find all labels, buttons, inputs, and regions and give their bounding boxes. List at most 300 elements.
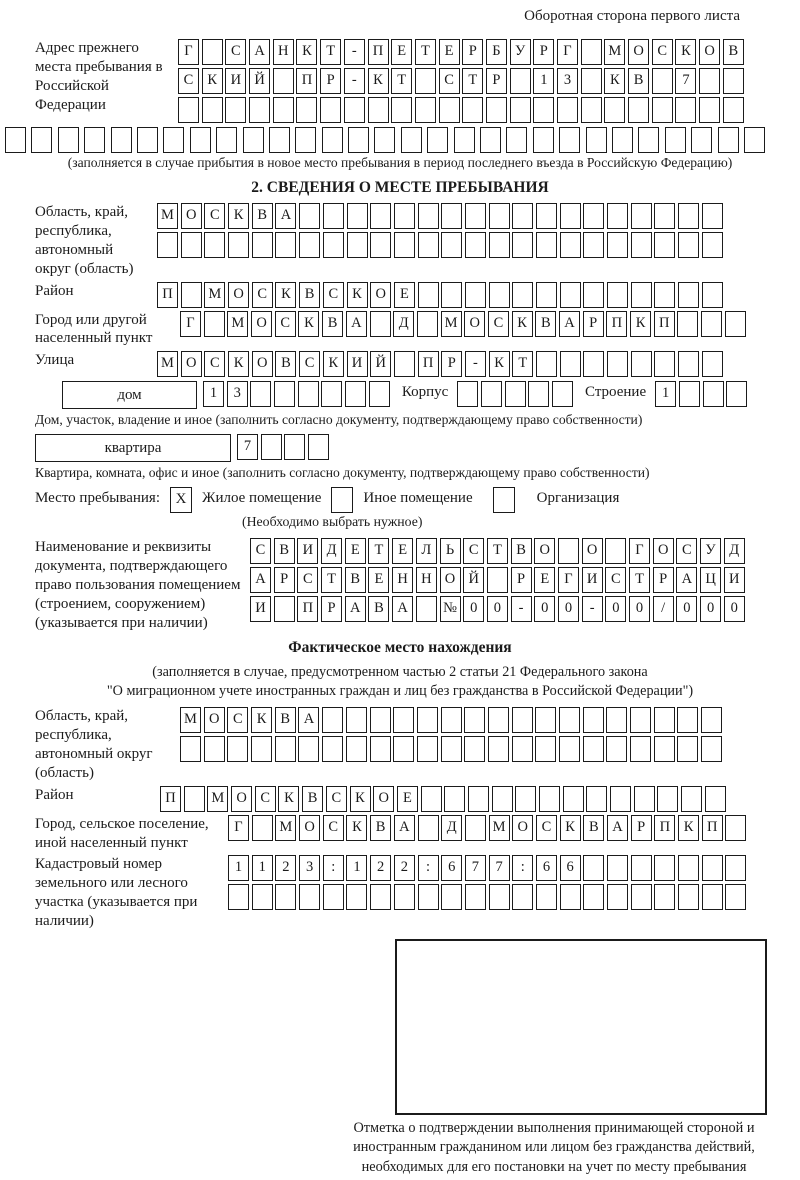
char-box[interactable] (654, 884, 675, 910)
char-box[interactable] (583, 736, 604, 762)
char-box[interactable]: С (225, 39, 246, 65)
char-box[interactable]: А (394, 815, 415, 841)
char-box[interactable]: С (463, 538, 484, 564)
char-box[interactable] (536, 351, 557, 377)
char-box[interactable]: Т (415, 39, 436, 65)
char-box[interactable]: С (250, 538, 271, 564)
char-box[interactable] (488, 707, 509, 733)
char-box[interactable]: Е (397, 786, 418, 812)
char-box[interactable]: П (157, 282, 178, 308)
char-box[interactable] (225, 97, 246, 123)
char-box[interactable]: Т (487, 538, 508, 564)
char-box[interactable]: Е (534, 567, 555, 593)
char-box[interactable] (346, 707, 367, 733)
char-box[interactable] (725, 884, 746, 910)
char-box[interactable]: А (345, 596, 366, 622)
char-box[interactable]: М (275, 815, 296, 841)
char-box[interactable]: П (418, 351, 439, 377)
char-box[interactable]: И (724, 567, 745, 593)
char-box[interactable] (181, 282, 202, 308)
char-box[interactable] (468, 786, 489, 812)
char-box[interactable]: В (302, 786, 323, 812)
char-box[interactable] (652, 97, 673, 123)
char-box[interactable]: - (344, 68, 365, 94)
char-box[interactable] (533, 127, 554, 153)
char-box[interactable]: К (630, 311, 651, 337)
char-box[interactable]: В (368, 596, 389, 622)
char-box[interactable] (296, 97, 317, 123)
char-box[interactable]: П (296, 68, 317, 94)
char-box[interactable]: Е (391, 39, 412, 65)
char-box[interactable]: Р (511, 567, 532, 593)
char-box[interactable] (703, 381, 724, 407)
char-box[interactable] (216, 127, 237, 153)
char-box[interactable] (190, 127, 211, 153)
char-box[interactable] (581, 68, 602, 94)
char-box[interactable] (31, 127, 52, 153)
char-box[interactable]: 2 (370, 855, 391, 881)
char-box[interactable] (157, 232, 178, 258)
char-box[interactable] (560, 232, 581, 258)
char-box[interactable] (718, 127, 739, 153)
char-box[interactable]: К (675, 39, 696, 65)
char-box[interactable] (299, 232, 320, 258)
char-box[interactable] (322, 127, 343, 153)
char-box[interactable] (505, 381, 526, 407)
char-box[interactable]: А (676, 567, 697, 593)
char-box[interactable] (261, 434, 282, 460)
char-box[interactable] (677, 311, 698, 337)
char-box[interactable]: 1 (203, 381, 224, 407)
char-box[interactable]: В (252, 203, 273, 229)
char-box[interactable] (512, 203, 533, 229)
char-box[interactable] (243, 127, 264, 153)
char-box[interactable] (581, 97, 602, 123)
char-box[interactable]: К (489, 351, 510, 377)
char-box[interactable] (705, 786, 726, 812)
char-box[interactable] (583, 232, 604, 258)
char-box[interactable] (606, 736, 627, 762)
char-box[interactable] (464, 736, 485, 762)
char-box[interactable]: К (350, 786, 371, 812)
char-box[interactable]: К (347, 282, 368, 308)
char-box[interactable] (725, 311, 746, 337)
char-box[interactable] (610, 786, 631, 812)
char-box[interactable]: Т (320, 39, 341, 65)
char-box[interactable] (678, 232, 699, 258)
char-box[interactable] (533, 97, 554, 123)
char-box[interactable]: Т (321, 567, 342, 593)
char-box[interactable] (630, 736, 651, 762)
char-box[interactable] (583, 855, 604, 881)
char-box[interactable] (489, 232, 510, 258)
char-box[interactable] (606, 707, 627, 733)
char-box[interactable] (441, 232, 462, 258)
char-box[interactable]: К (560, 815, 581, 841)
char-box[interactable]: 0 (558, 596, 579, 622)
char-box[interactable]: К (512, 311, 533, 337)
char-box[interactable]: К (202, 68, 223, 94)
char-box[interactable]: Р (653, 567, 674, 593)
char-box[interactable] (701, 707, 722, 733)
char-box[interactable] (631, 232, 652, 258)
char-box[interactable] (346, 736, 367, 762)
char-box[interactable] (512, 707, 533, 733)
char-box[interactable]: 0 (724, 596, 745, 622)
char-box[interactable] (394, 351, 415, 377)
char-box[interactable] (581, 39, 602, 65)
char-box[interactable]: Е (394, 282, 415, 308)
char-box[interactable] (58, 127, 79, 153)
char-box[interactable] (274, 596, 295, 622)
char-box[interactable]: П (654, 311, 675, 337)
char-box[interactable] (163, 127, 184, 153)
char-box[interactable]: С (536, 815, 557, 841)
char-box[interactable]: 1 (252, 855, 273, 881)
char-box[interactable]: С (439, 68, 460, 94)
char-box[interactable]: Й (249, 68, 270, 94)
char-box[interactable] (536, 282, 557, 308)
char-box[interactable] (269, 127, 290, 153)
char-box[interactable] (417, 311, 438, 337)
char-box[interactable]: : (512, 855, 533, 881)
char-box[interactable] (394, 203, 415, 229)
char-box[interactable] (298, 736, 319, 762)
char-box[interactable] (480, 127, 501, 153)
char-box[interactable] (178, 97, 199, 123)
char-box[interactable] (607, 203, 628, 229)
char-box[interactable] (5, 127, 26, 153)
char-box[interactable] (322, 736, 343, 762)
char-box[interactable]: Й (370, 351, 391, 377)
char-box[interactable] (202, 97, 223, 123)
char-box[interactable]: В (583, 815, 604, 841)
char-box[interactable]: А (250, 567, 271, 593)
char-box[interactable] (418, 884, 439, 910)
char-box[interactable] (370, 311, 391, 337)
char-box[interactable]: 0 (463, 596, 484, 622)
char-box[interactable] (418, 232, 439, 258)
char-box[interactable]: А (298, 707, 319, 733)
char-box[interactable]: Г (228, 815, 249, 841)
char-box[interactable]: О (582, 538, 603, 564)
char-box[interactable] (345, 381, 366, 407)
char-box[interactable] (607, 884, 628, 910)
char-box[interactable]: 0 (487, 596, 508, 622)
char-box[interactable] (630, 707, 651, 733)
char-box[interactable] (486, 97, 507, 123)
char-box[interactable]: Р (583, 311, 604, 337)
char-box[interactable]: К (278, 786, 299, 812)
char-box[interactable] (394, 884, 415, 910)
char-box[interactable]: Т (629, 567, 650, 593)
char-box[interactable] (348, 127, 369, 153)
char-box[interactable] (370, 884, 391, 910)
char-box[interactable]: Р (321, 596, 342, 622)
char-box[interactable] (394, 232, 415, 258)
char-box[interactable]: С (252, 282, 273, 308)
char-box[interactable]: С (297, 567, 318, 593)
char-box[interactable]: К (275, 282, 296, 308)
char-box[interactable]: Д (441, 815, 462, 841)
char-box[interactable] (512, 232, 533, 258)
char-box[interactable] (427, 127, 448, 153)
char-box[interactable]: / (653, 596, 674, 622)
char-box[interactable] (273, 68, 294, 94)
char-box[interactable]: С (255, 786, 276, 812)
char-box[interactable]: М (489, 815, 510, 841)
char-box[interactable]: И (225, 68, 246, 94)
char-box[interactable]: - (582, 596, 603, 622)
char-box[interactable] (681, 786, 702, 812)
char-box[interactable]: И (582, 567, 603, 593)
char-box[interactable] (558, 538, 579, 564)
char-box[interactable] (678, 884, 699, 910)
char-box[interactable]: В (535, 311, 556, 337)
char-box[interactable]: 0 (534, 596, 555, 622)
char-box[interactable]: К (296, 39, 317, 65)
char-box[interactable]: А (392, 596, 413, 622)
char-box[interactable] (678, 855, 699, 881)
char-box[interactable]: С (326, 786, 347, 812)
char-box[interactable]: О (228, 282, 249, 308)
char-box[interactable]: К (228, 203, 249, 229)
char-box[interactable]: У (510, 39, 531, 65)
char-box[interactable]: : (418, 855, 439, 881)
char-box[interactable] (322, 707, 343, 733)
char-box[interactable]: О (370, 282, 391, 308)
char-box[interactable] (607, 282, 628, 308)
char-box[interactable] (274, 381, 295, 407)
char-box[interactable] (586, 127, 607, 153)
char-box[interactable]: Т (368, 538, 389, 564)
char-box[interactable] (228, 232, 249, 258)
char-box[interactable] (702, 232, 723, 258)
char-box[interactable] (536, 203, 557, 229)
char-box[interactable] (137, 127, 158, 153)
char-box[interactable]: Т (391, 68, 412, 94)
char-box[interactable] (444, 786, 465, 812)
char-box[interactable]: П (654, 815, 675, 841)
char-box[interactable]: С (323, 815, 344, 841)
char-box[interactable] (612, 127, 633, 153)
char-box[interactable] (418, 203, 439, 229)
char-box[interactable] (510, 68, 531, 94)
char-box[interactable] (418, 815, 439, 841)
char-box[interactable] (560, 203, 581, 229)
char-box[interactable] (370, 232, 391, 258)
char-box[interactable]: М (207, 786, 228, 812)
char-box[interactable] (634, 786, 655, 812)
char-box[interactable] (250, 381, 271, 407)
char-box[interactable] (631, 203, 652, 229)
char-box[interactable] (465, 232, 486, 258)
char-box[interactable]: 7 (489, 855, 510, 881)
char-box[interactable] (252, 884, 273, 910)
char-box[interactable] (323, 884, 344, 910)
char-box[interactable]: 1 (346, 855, 367, 881)
char-box[interactable] (631, 884, 652, 910)
char-box[interactable]: С (204, 351, 225, 377)
char-box[interactable]: В (275, 707, 296, 733)
char-box[interactable] (374, 127, 395, 153)
char-box[interactable]: А (275, 203, 296, 229)
char-box[interactable]: Н (392, 567, 413, 593)
char-box[interactable] (393, 707, 414, 733)
char-box[interactable]: И (347, 351, 368, 377)
char-box[interactable] (638, 127, 659, 153)
char-box[interactable] (702, 351, 723, 377)
char-box[interactable] (251, 736, 272, 762)
char-box[interactable] (370, 736, 391, 762)
char-box[interactable] (675, 97, 696, 123)
char-box[interactable]: Р (462, 39, 483, 65)
char-box[interactable]: 3 (227, 381, 248, 407)
char-box[interactable]: В (275, 351, 296, 377)
char-box[interactable]: - (511, 596, 532, 622)
char-box[interactable] (441, 203, 462, 229)
char-box[interactable]: М (180, 707, 201, 733)
char-box[interactable] (678, 282, 699, 308)
char-box[interactable]: Р (274, 567, 295, 593)
char-box[interactable] (604, 97, 625, 123)
char-box[interactable] (654, 736, 675, 762)
char-box[interactable] (702, 855, 723, 881)
char-box[interactable] (344, 97, 365, 123)
char-box[interactable]: 6 (441, 855, 462, 881)
char-box[interactable] (181, 232, 202, 258)
char-box[interactable]: Н (416, 567, 437, 593)
char-box[interactable] (677, 707, 698, 733)
char-box[interactable] (299, 203, 320, 229)
char-box[interactable]: 7 (465, 855, 486, 881)
char-box[interactable]: М (441, 311, 462, 337)
char-box[interactable] (228, 884, 249, 910)
char-box[interactable]: С (676, 538, 697, 564)
char-box[interactable] (607, 232, 628, 258)
char-box[interactable]: С (227, 707, 248, 733)
char-box[interactable]: С (178, 68, 199, 94)
char-box[interactable] (528, 381, 549, 407)
char-box[interactable] (347, 232, 368, 258)
char-box[interactable]: В (511, 538, 532, 564)
char-box[interactable] (441, 884, 462, 910)
char-box[interactable]: С (299, 351, 320, 377)
char-box[interactable]: Г (629, 538, 650, 564)
char-box[interactable] (654, 282, 675, 308)
char-box[interactable]: С (652, 39, 673, 65)
char-box[interactable] (559, 707, 580, 733)
char-box[interactable] (275, 884, 296, 910)
char-box[interactable]: - (465, 351, 486, 377)
char-box[interactable] (275, 736, 296, 762)
char-box[interactable]: О (231, 786, 252, 812)
char-box[interactable]: К (323, 351, 344, 377)
char-box[interactable]: С (605, 567, 626, 593)
char-box[interactable]: И (297, 538, 318, 564)
char-box[interactable] (421, 786, 442, 812)
char-box[interactable] (654, 232, 675, 258)
char-box[interactable]: С (275, 311, 296, 337)
organization-checkbox[interactable] (493, 487, 515, 513)
char-box[interactable]: К (251, 707, 272, 733)
char-box[interactable]: О (440, 567, 461, 593)
char-box[interactable]: О (299, 815, 320, 841)
char-box[interactable]: А (607, 815, 628, 841)
char-box[interactable] (252, 232, 273, 258)
char-box[interactable] (417, 707, 438, 733)
char-box[interactable]: О (653, 538, 674, 564)
char-box[interactable]: К (298, 311, 319, 337)
char-box[interactable] (204, 311, 225, 337)
char-box[interactable]: О (181, 351, 202, 377)
char-box[interactable]: 2 (275, 855, 296, 881)
char-box[interactable] (457, 381, 478, 407)
char-box[interactable] (679, 381, 700, 407)
char-box[interactable] (252, 815, 273, 841)
char-box[interactable]: Е (368, 567, 389, 593)
char-box[interactable] (487, 567, 508, 593)
char-box[interactable] (308, 434, 329, 460)
char-box[interactable]: Д (724, 538, 745, 564)
char-box[interactable]: В (345, 567, 366, 593)
char-box[interactable]: Р (320, 68, 341, 94)
char-box[interactable]: 0 (676, 596, 697, 622)
char-box[interactable] (702, 884, 723, 910)
char-box[interactable] (723, 97, 744, 123)
char-box[interactable] (744, 127, 765, 153)
char-box[interactable] (631, 855, 652, 881)
char-box[interactable]: 3 (557, 68, 578, 94)
char-box[interactable] (631, 351, 652, 377)
char-box[interactable]: У (700, 538, 721, 564)
char-box[interactable]: М (227, 311, 248, 337)
char-box[interactable]: П (160, 786, 181, 812)
char-box[interactable]: 1 (533, 68, 554, 94)
char-box[interactable] (204, 232, 225, 258)
char-box[interactable]: Б (486, 39, 507, 65)
char-box[interactable]: О (252, 351, 273, 377)
char-box[interactable]: Д (393, 311, 414, 337)
char-box[interactable] (489, 884, 510, 910)
char-box[interactable] (560, 282, 581, 308)
char-box[interactable]: Е (345, 538, 366, 564)
char-box[interactable]: А (346, 311, 367, 337)
char-box[interactable] (204, 736, 225, 762)
char-box[interactable] (488, 736, 509, 762)
char-box[interactable]: 7 (675, 68, 696, 94)
char-box[interactable] (184, 786, 205, 812)
char-box[interactable]: Г (178, 39, 199, 65)
char-box[interactable] (481, 381, 502, 407)
char-box[interactable] (465, 884, 486, 910)
char-box[interactable] (512, 884, 533, 910)
char-box[interactable] (321, 381, 342, 407)
char-box[interactable]: Ь (440, 538, 461, 564)
char-box[interactable] (726, 381, 747, 407)
char-box[interactable] (539, 786, 560, 812)
char-box[interactable]: Е (439, 39, 460, 65)
char-box[interactable] (702, 203, 723, 229)
char-box[interactable] (515, 786, 536, 812)
char-box[interactable]: В (274, 538, 295, 564)
char-box[interactable]: В (370, 815, 391, 841)
char-box[interactable]: Г (557, 39, 578, 65)
char-box[interactable] (295, 127, 316, 153)
char-box[interactable]: Ц (700, 567, 721, 593)
char-box[interactable] (691, 127, 712, 153)
char-box[interactable]: А (249, 39, 270, 65)
